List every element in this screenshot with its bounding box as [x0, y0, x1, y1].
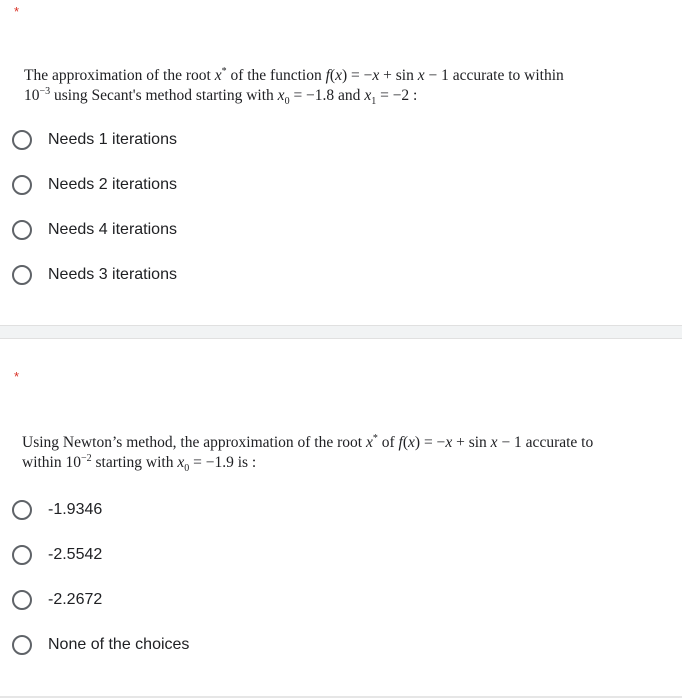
section-divider: [0, 325, 682, 339]
radio-option[interactable]: [12, 127, 177, 153]
radio-circle-icon[interactable]: [12, 130, 32, 150]
radio-option[interactable]: [12, 587, 102, 613]
radio-circle-icon[interactable]: [12, 545, 32, 565]
option-label: Needs 4 iterations: [48, 221, 177, 238]
radio-option[interactable]: [12, 262, 177, 288]
question-card-1: [0, 0, 682, 325]
radio-circle-icon[interactable]: [12, 265, 32, 285]
question-line-1: Using Newton’s method, the approximation of the root x* of f(x) = −x + sin x − 1 accurate to: [22, 432, 594, 451]
question-line-2: within $10^{-2}$ starting with $x_0 = -1.9$ is :: [22, 452, 257, 475]
radio-circle-icon[interactable]: [12, 590, 32, 610]
option-label: Needs 2 iterations: [48, 176, 177, 193]
option-label: None of the choices: [48, 636, 190, 653]
radio-option[interactable]: [12, 542, 102, 568]
radio-circle-icon[interactable]: [12, 220, 32, 240]
required-asterisk: *: [14, 4, 20, 19]
question-card-2: [0, 339, 682, 696]
option-label: -2.5542: [48, 546, 103, 563]
radio-option[interactable]: [12, 172, 177, 198]
radio-option[interactable]: [12, 497, 102, 523]
required-asterisk: *: [14, 369, 20, 384]
radio-circle-icon[interactable]: [12, 500, 32, 520]
radio-circle-icon[interactable]: [12, 175, 32, 195]
option-label: Needs 3 iterations: [48, 266, 177, 283]
question-line-1: The approximation of the root x* of the function f(x) = −x + sin x − 1 accurate to within: [24, 65, 564, 84]
option-label: -1.9346: [48, 501, 103, 518]
option-label: Needs 1 iterations: [48, 131, 177, 148]
radio-option[interactable]: [12, 632, 189, 658]
option-label: -2.2672: [48, 591, 103, 608]
question-text: [22, 433, 672, 473]
radio-option[interactable]: [12, 217, 177, 243]
question-text: [24, 66, 664, 106]
radio-circle-icon[interactable]: [12, 635, 32, 655]
question-line-2: $10^{-3}$ using Secant's method starting with $x_0 = -1.8$ and $x_1 = -2$ :: [24, 85, 418, 108]
